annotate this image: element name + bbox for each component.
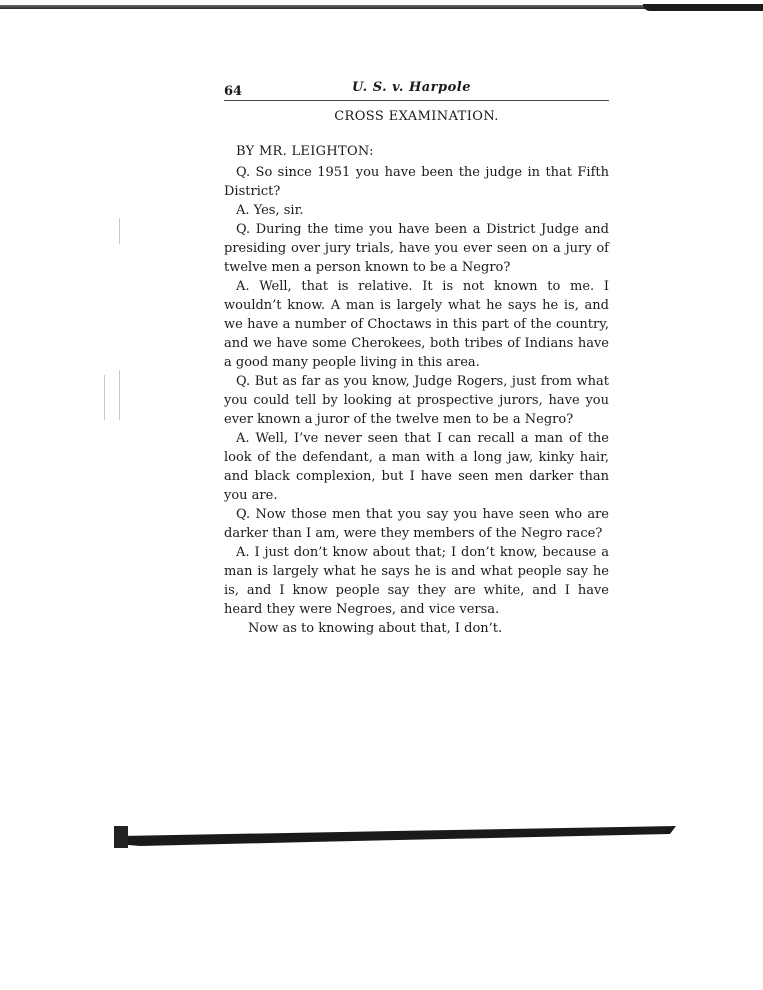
page-number: 64 xyxy=(224,84,243,99)
testimony-paragraph: A. Yes, sir. xyxy=(236,203,304,218)
margin-mark xyxy=(119,370,120,420)
testimony-paragraph: Q. Now those men that you say you have seen who are darker than I am, were they members of the Negro race? xyxy=(224,507,609,541)
margin-mark xyxy=(104,375,105,420)
bottom-scan-rule xyxy=(110,822,680,854)
testimony-paragraph: Q. During the time you have been a District Judge and presiding over jury trials, have you ever seen on a jury of twelve men a person known to be a Negro? xyxy=(224,222,609,275)
document-page xyxy=(224,78,609,638)
examiner-attribution: BY MR. LEIGHTON: xyxy=(236,144,374,159)
top-scan-rule-thick xyxy=(643,4,763,11)
testimony-paragraph: A. Well, that is relative. It is not known to me. I wouldn’t know. A man is largely what he says he is, and we have a number of Choctaws in this part of the country, and we have some Cherokees, both tribes of Indians have a good many people living in this area. xyxy=(224,279,609,370)
margin-mark xyxy=(119,218,120,244)
section-heading: CROSS EXAMINATION. xyxy=(334,109,499,124)
testimony-trailing-line: Now as to knowing about that, I don’t. xyxy=(248,621,503,636)
running-title: U. S. v. Harpole xyxy=(352,80,471,95)
bottom-rule-stroke xyxy=(118,826,676,846)
testimony-paragraph: Q. So since 1951 you have been the judge in that Fifth District? xyxy=(224,165,609,199)
bottom-rule-edge xyxy=(114,826,128,848)
page-header xyxy=(224,78,609,101)
testimony-paragraph: A. I just don’t know about that; I don’t know, because a man is largely what he says he is and what people say he is, and I know people say they are white, and I have heard they were Negroes, and vice versa. xyxy=(224,545,609,617)
testimony-paragraph: A. Well, I’ve never seen that I can recall a man of the look of the defendant, a man with a long jaw, kinky hair, and black complexion, but I have seen men darker than you are. xyxy=(224,431,609,503)
testimony-paragraph: Q. But as far as you know, Judge Rogers, just from what you could tell by looking at prospective jurors, have you ever known a juror of the twelve men to be a Negro? xyxy=(224,374,609,427)
